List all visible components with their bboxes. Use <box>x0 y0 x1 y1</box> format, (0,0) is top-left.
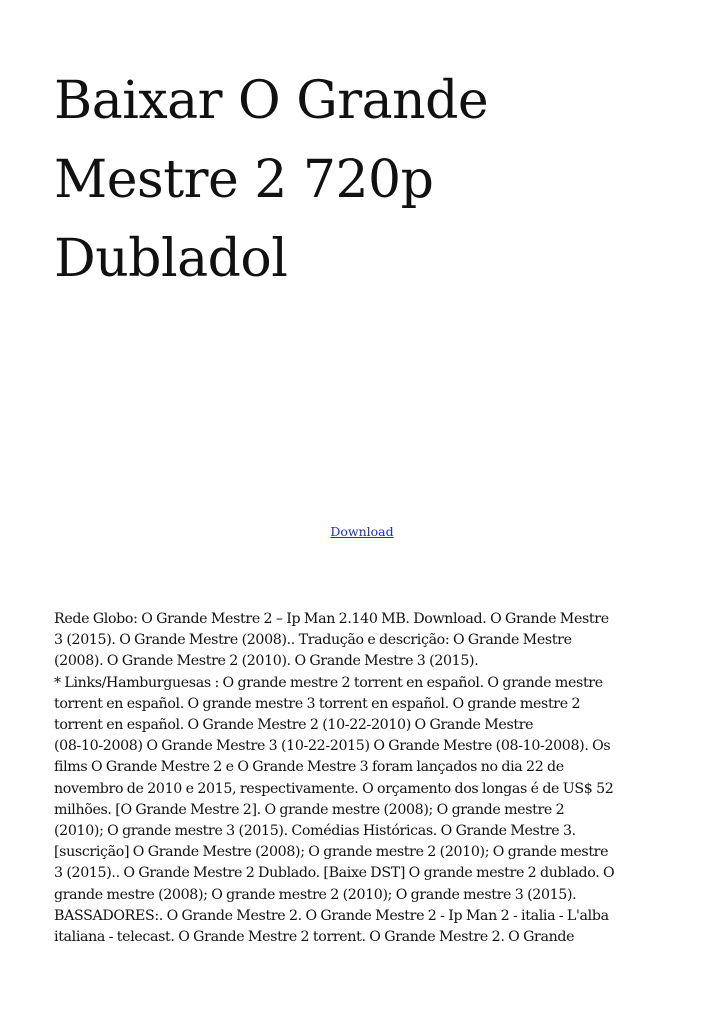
body-line: (08-10-2008) O Grande Mestre 3 (10-22-2015) O Grande Mestre (08-10-2008). Os <box>54 738 611 755</box>
download-link[interactable]: Download <box>330 524 394 539</box>
page-title <box>54 62 674 299</box>
body-line: milhões. [O Grande Mestre 2]. O grande mestre (2008); O grande mestre 2 <box>54 801 565 818</box>
body-line: novembro de 2010 e 2015, respectivamente. O orçamento dos longas é de US$ 52 <box>54 780 614 797</box>
body-line: italiana - telecast. O Grande Mestre 2 torrent. O Grande Mestre 2. O Grande <box>54 929 575 946</box>
body-paragraph <box>54 609 674 948</box>
body-line: * Links/Hamburguesas : O grande mestre 2 torrent en español. O grande mestre <box>54 674 603 691</box>
title-line: Dubladol <box>54 229 288 289</box>
body-line: torrent en español. O Grande Mestre 2 (10-22-2010) O Grande Mestre <box>54 717 534 734</box>
body-line: 3 (2015).. O Grande Mestre 2 Dublado. [Baixe DST] O grande mestre 2 dublado. O <box>54 865 615 882</box>
body-line: (2008). O Grande Mestre 2 (2010). O Grande Mestre 3 (2015). <box>54 653 479 670</box>
body-line: films O Grande Mestre 2 e O Grande Mestre 3 foram lançados no dia 22 de <box>54 759 564 776</box>
download-section <box>0 523 724 542</box>
body-line: (2010); O grande mestre 3 (2015). Comédias Históricas. O Grande Mestre 3. <box>54 823 576 840</box>
body-line: [suscrição] O Grande Mestre (2008); O grande mestre 2 (2010); O grande mestre <box>54 844 609 861</box>
body-line: BASSADORES:. O Grande Mestre 2. O Grande Mestre 2 - Ip Man 2 - italia - L'alba <box>54 907 609 924</box>
body-line: 3 (2015). O Grande Mestre (2008).. Tradução e descrição: O Grande Mestre <box>54 632 572 649</box>
body-line: grande mestre (2008); O grande mestre 2 (2010); O grande mestre 3 (2015). <box>54 886 577 903</box>
title-line: Mestre 2 720p <box>54 150 434 210</box>
title-line: Baixar O Grande <box>54 71 489 131</box>
body-line: torrent en español. O grande mestre 3 torrent en español. O grande mestre 2 <box>54 695 581 712</box>
body-line: Rede Globo: O Grande Mestre 2 – Ip Man 2.140 MB. Download. O Grande Mestre <box>54 611 609 627</box>
